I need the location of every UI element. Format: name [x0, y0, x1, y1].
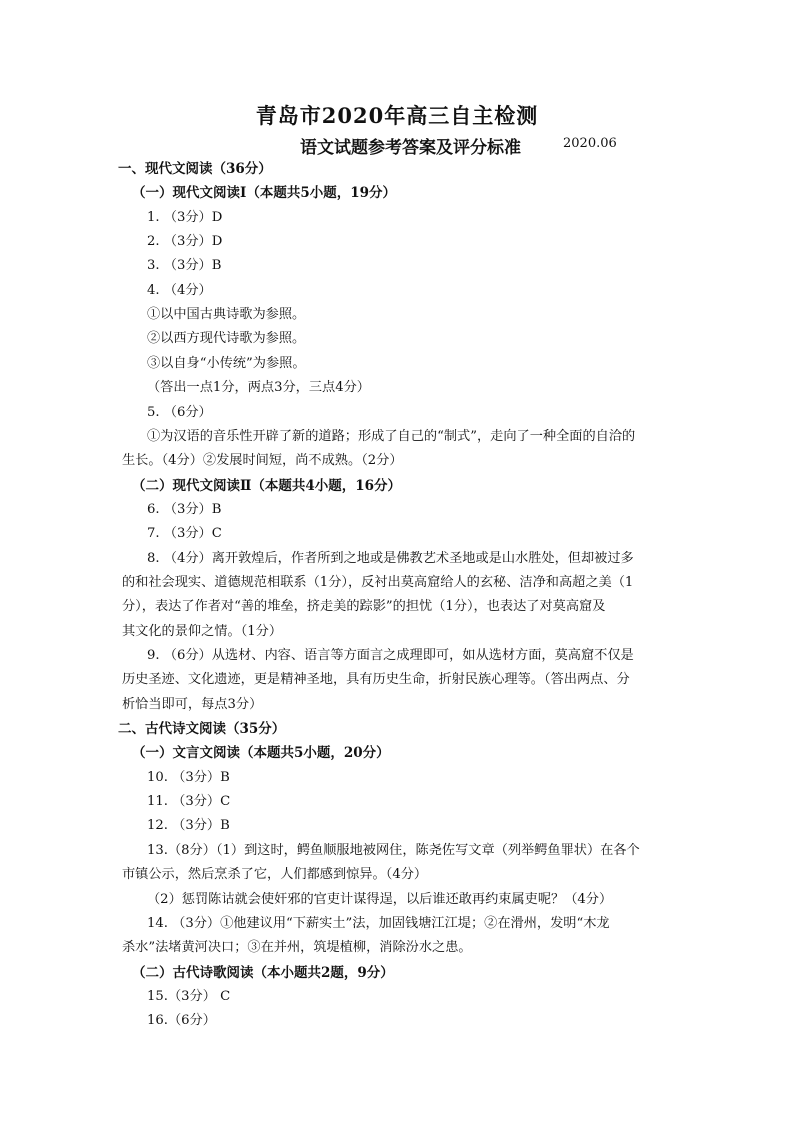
- answer-line: 9. （6分）从选材、内容、语言等方面言之成理即可，如从选材方面，莫高窟不仅是: [147, 648, 634, 663]
- answer-line: （答出一点1分，两点3分，三点4分）: [147, 380, 370, 396]
- answer-line: 历史圣迹、文化遗迹，更是精神圣地，具有历史生命，折射民族心理等。（答出两点、分: [122, 672, 630, 688]
- answer-line: ②以西方现代诗歌为参照。: [147, 331, 306, 347]
- answer-line: 1. （3分）D: [147, 209, 223, 225]
- answer-line: （2）惩罚陈诂就会使奸邪的官吏计谋得逞，以后谁还敢再约束属吏呢？（4分）: [147, 891, 613, 907]
- page-date: 2020.06: [563, 136, 617, 151]
- answer-line: 16.（6分）: [147, 1013, 216, 1029]
- answer-line: 的和社会现实、道德规范相联系（1分），反衬出莫高窟给人的玄秘、洁净和高超之美（1: [122, 574, 634, 590]
- answer-line: 15.（3分） C: [147, 988, 231, 1004]
- subsection-heading: （二）古代诗歌阅读（本小题共2题，9分）: [132, 964, 394, 981]
- answer-line: 杀水”法堵黄河决口；③在并州，筑堤植柳，消除汾水之患。: [122, 940, 472, 956]
- page-subtitle: 语文试题参考答案及评分标准: [300, 138, 521, 158]
- answer-line: ①为汉语的音乐性开辟了新的道路；形成了自己的“制式”，走向了一种全面的自洽的: [147, 428, 636, 444]
- answer-line: 7. （3分）C: [147, 526, 222, 542]
- answer-line: 8. （4分）离开敦煌后，作者所到之地或是佛教艺术圣地或是山水胜处，但却被过多: [147, 550, 634, 566]
- subsection-heading: （一）文言文阅读（本题共5小题，20分）: [132, 745, 390, 762]
- answer-line: 市镇公示，然后烹杀了它，人们都感到惊异。（4分）: [122, 867, 428, 883]
- answer-line: 2. （3分）D: [147, 234, 223, 250]
- answer-line: ①以中国古典诗歌为参照。: [147, 307, 306, 323]
- answer-line: 分），表达了作者对“善的堆垒，挤走美的踪影”的担忧（1分），也表达了对莫高窟及: [122, 599, 606, 615]
- section-heading: 二、古代诗文阅读（35分）: [118, 721, 286, 738]
- subsection-heading: （二）现代文阅读Ⅱ（本题共4小题，16分）: [132, 477, 402, 494]
- answer-line: 13.（8分）（1）到这时，鳄鱼顺服地被网住，陈尧佐写文章（列举鳄鱼罪状）在各个: [147, 842, 640, 858]
- answer-line: ③以自身“小传统”为参照。: [147, 355, 306, 371]
- subsection-heading: （一）现代文阅读Ⅰ（本题共5小题，19分）: [132, 185, 396, 202]
- answer-line: 析恰当即可，每点3分）: [122, 696, 263, 712]
- page-title: 青岛市2020年高三自主检测: [255, 103, 539, 128]
- answer-line: 12. （3分）B: [147, 818, 230, 834]
- answer-line: 5. （6分）: [147, 404, 212, 420]
- answer-line: 11. （3分）C: [147, 794, 231, 810]
- section-heading: 一、现代文阅读（36分）: [118, 161, 272, 177]
- answer-line: 14. （3分）①他建议用“下薪实土”法，加固钱塘江江堤；②在滑州，发明“木龙: [147, 915, 610, 931]
- answer-line: 10. （3分）B: [147, 769, 230, 785]
- answer-line: 其文化的景仰之情。（1分）: [122, 623, 283, 639]
- answer-line: 生长。（4分）②发展时间短，尚不成熟。（2分）: [122, 453, 403, 469]
- answer-line: 4. （4分）: [147, 282, 212, 298]
- answer-line: 6. （3分）B: [147, 501, 222, 517]
- answer-line: 3. （3分）B: [147, 258, 222, 274]
